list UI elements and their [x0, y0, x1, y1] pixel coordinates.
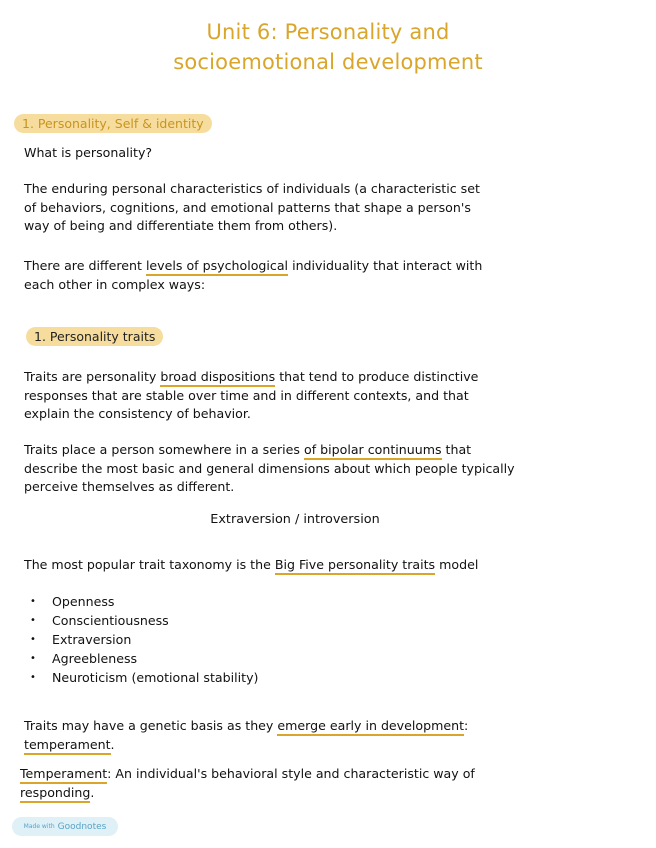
traits-line: perceive themselves as different.: [24, 479, 235, 494]
question-what-is-personality: What is personality?: [24, 145, 153, 160]
genetic-text: :: [464, 718, 469, 733]
definition-line: way of being and differentiate them from others).: [24, 218, 338, 233]
traits-line: responses that are stable over time and in different contexts, and that: [24, 387, 469, 403]
definition-paragraph: [24, 180, 634, 236]
subsection-heading-traits: 1. Personality traits: [26, 327, 163, 346]
levels-text: There are different: [24, 258, 146, 273]
bigfive-sentence: [24, 556, 634, 575]
traits-line: describe the most basic and general dimensions about which people typically: [24, 460, 515, 476]
bigfive-list: [30, 593, 258, 687]
levels-text: individuality that interact with: [288, 258, 483, 273]
traits-text: that: [441, 442, 472, 457]
traits-text: that tend to produce distinctive: [275, 369, 479, 384]
definition-line: of behaviors, cognitions, and emotional patterns that shape a person's: [24, 199, 471, 215]
traits-paragraph-2: [24, 441, 634, 497]
genetic-paragraph: [24, 717, 634, 754]
genetic-underlined: temperament: [24, 737, 111, 755]
temperament-text: .: [90, 784, 95, 800]
traits-underlined: of bipolar continuums: [304, 442, 442, 460]
bigfive-text: The most popular trait taxonomy is the: [24, 557, 275, 572]
genetic-text: Traits may have a genetic basis as they: [24, 718, 278, 733]
traits-paragraph-1: [24, 368, 634, 424]
levels-paragraph: [24, 257, 634, 294]
list-item: • Agreebleness: [30, 650, 258, 669]
levels-line: each other in complex ways:: [24, 276, 206, 292]
traits-underlined: broad dispositions: [160, 369, 275, 387]
section-heading-personality: 1. Personality, Self & identity: [14, 114, 212, 133]
badge-made-with: Made with: [23, 823, 55, 830]
bigfive-underlined: Big Five personality traits: [275, 557, 435, 575]
traits-text: Traits are personality: [24, 369, 161, 384]
genetic-text: .: [110, 736, 115, 752]
list-item: • Conscientiousness: [30, 612, 258, 631]
temperament-paragraph: [20, 765, 630, 802]
traits-line: explain the consistency of behavior.: [24, 406, 251, 421]
temperament-underlined: Temperament: [20, 766, 107, 784]
temperament-text: : An individual's behavioral style and characteristic way of: [107, 766, 475, 781]
genetic-underlined: emerge early in development: [277, 718, 464, 736]
list-item: • Extraversion: [30, 631, 258, 650]
list-item: • Neuroticism (emotional stability): [30, 669, 258, 688]
list-item: • Openness: [30, 593, 258, 612]
example-dimension: Extraversion / introversion: [210, 512, 380, 527]
bigfive-text: model: [435, 557, 479, 572]
page-title-line1: Unit 6: Personality and: [206, 20, 450, 44]
goodnotes-badge[interactable]: [12, 817, 118, 836]
levels-underlined: levels of psychological: [146, 258, 288, 276]
traits-text: Traits place a person somewhere in a series: [24, 442, 304, 457]
temperament-underlined: responding: [20, 785, 90, 803]
definition-line: The enduring personal characteristics of individuals (a characteristic set: [24, 181, 480, 196]
badge-brand: Goodnotes: [57, 821, 107, 832]
page-title-line2: socioemotional development: [173, 50, 483, 74]
